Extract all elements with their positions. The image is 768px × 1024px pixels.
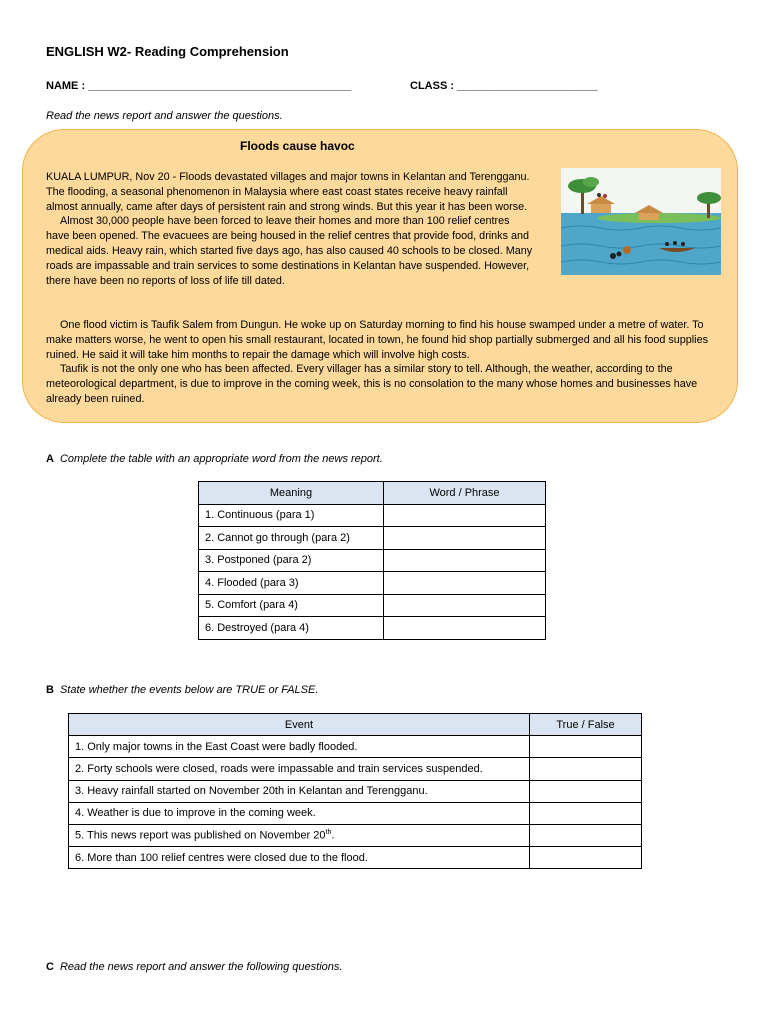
section-c-heading — [46, 961, 342, 973]
event-cell: 3. Heavy rainfall started on November 20th in Kelantan and Terengganu. — [69, 780, 530, 802]
news-body-bottom — [46, 318, 726, 407]
event-superscript: th — [325, 829, 332, 837]
meaning-cell: 2. Cannot go through (para 2) — [199, 527, 384, 550]
column-header-true-false: True / False — [530, 714, 642, 736]
answer-cell[interactable] — [384, 594, 546, 617]
table-row — [199, 504, 546, 527]
answer-cell[interactable] — [384, 504, 546, 527]
table-row — [69, 847, 642, 869]
meaning-cell: 6. Destroyed (para 4) — [199, 617, 384, 640]
news-paragraph-4: Taufik is not the only one who has been affected. Every villager has a similar story to tell. Although, the weather, according to the meteorological department, is due to improve in the coming week, this is no consolation to the many whose homes and businesses have already been ruined. — [46, 363, 698, 405]
intro-instruction: Read the news report and answer the questions. — [46, 110, 283, 122]
column-header-meaning: Meaning — [199, 482, 384, 505]
table-row — [69, 824, 642, 846]
table-row — [69, 802, 642, 824]
table-row — [199, 549, 546, 572]
meaning-cell: 5. Comfort (para 4) — [199, 594, 384, 617]
meaning-cell: 3. Postponed (para 2) — [199, 549, 384, 572]
section-b-heading — [46, 684, 318, 696]
vocabulary-table — [198, 481, 546, 640]
news-paragraph-2: Almost 30,000 people have been forced to leave their homes and more than 100 relief centres have been opened. The evacuees are being housed in the relief centres that provide food, drinks and medical aids. Heavy rain, which started five days ago, has also caused 40 schools to be closed. Many roads are impassable and train services to some destinations in Kelantan have suspended. However, there have been no reports of loss of life till dated. — [46, 215, 533, 287]
flood-illustration-drawing — [561, 168, 721, 275]
section-b-letter: B — [46, 684, 54, 696]
column-header-word-phrase: Word / Phrase — [384, 482, 546, 505]
answer-cell[interactable] — [384, 617, 546, 640]
event-cell: 6. More than 100 relief centres were closed due to the flood. — [69, 847, 530, 869]
section-c-instruction: Read the news report and answer the following questions. — [59, 961, 343, 973]
name-field-label: NAME : ___________________________________________ — [46, 80, 352, 92]
table-row — [199, 594, 546, 617]
flood-illustration — [561, 168, 721, 275]
table-row — [69, 758, 642, 780]
table-row — [199, 572, 546, 595]
section-a-letter: A — [46, 453, 54, 465]
answer-cell[interactable] — [384, 549, 546, 572]
answer-cell[interactable] — [530, 824, 642, 846]
event-cell: 2. Forty schools were closed, roads were impassable and train services suspended. — [69, 758, 530, 780]
news-paragraph-1: The flooding, a seasonal phenomenon in Malaysia where east coast states receive heavy rainfall almost annually, came after days of persistent rain and strong winds. But this year it has been worse. — [46, 185, 528, 213]
column-header-event: Event — [69, 714, 530, 736]
answer-cell[interactable] — [530, 780, 642, 802]
section-a-heading — [46, 453, 383, 465]
event-suffix: . — [331, 829, 335, 842]
meaning-cell: 1. Continuous (para 1) — [199, 504, 384, 527]
news-body-top — [46, 170, 534, 288]
section-a-instruction: Complete the table with an appropriate word from the news report. — [59, 453, 383, 465]
meaning-cell: 4. Flooded (para 3) — [199, 572, 384, 595]
answer-cell[interactable] — [530, 802, 642, 824]
table-header-row — [199, 482, 546, 505]
table-header-row — [69, 714, 642, 736]
table-row — [199, 617, 546, 640]
table-row — [199, 527, 546, 550]
table-row — [69, 780, 642, 802]
news-headline: Floods cause havoc — [240, 139, 355, 153]
class-field-label: CLASS : _______________________ — [410, 80, 598, 92]
worksheet-title: ENGLISH W2- Reading Comprehension — [46, 44, 289, 59]
news-dateline-paragraph: KUALA LUMPUR, Nov 20 - Floods devastated villages and major towns in Kelantan and Terengganu. — [46, 171, 530, 183]
section-b-instruction: State whether the events below are TRUE or FALSE. — [59, 684, 319, 696]
news-paragraph-3: One flood victim is Taufik Salem from Dungun. He woke up on Saturday morning to find his house swamped under a metre of water. To make matters worse, he went to open his small restaurant, located in town, he found hid shop partially submerged and all his food supplies ruined. He said it will take him months to repair the damage which will involve high costs. — [46, 319, 708, 361]
answer-cell[interactable] — [530, 736, 642, 758]
table-row — [69, 736, 642, 758]
event-cell: 1. Only major towns in the East Coast were badly flooded. — [69, 736, 530, 758]
answer-cell[interactable] — [530, 847, 642, 869]
true-false-table — [68, 713, 642, 869]
answer-cell[interactable] — [530, 758, 642, 780]
event-cell: 4. Weather is due to improve in the coming week. — [69, 802, 530, 824]
event-cell — [69, 824, 530, 846]
event-text: 5. This news report was published on November 20 — [75, 829, 326, 842]
answer-cell[interactable] — [384, 527, 546, 550]
section-c-letter: C — [46, 961, 54, 973]
answer-cell[interactable] — [384, 572, 546, 595]
